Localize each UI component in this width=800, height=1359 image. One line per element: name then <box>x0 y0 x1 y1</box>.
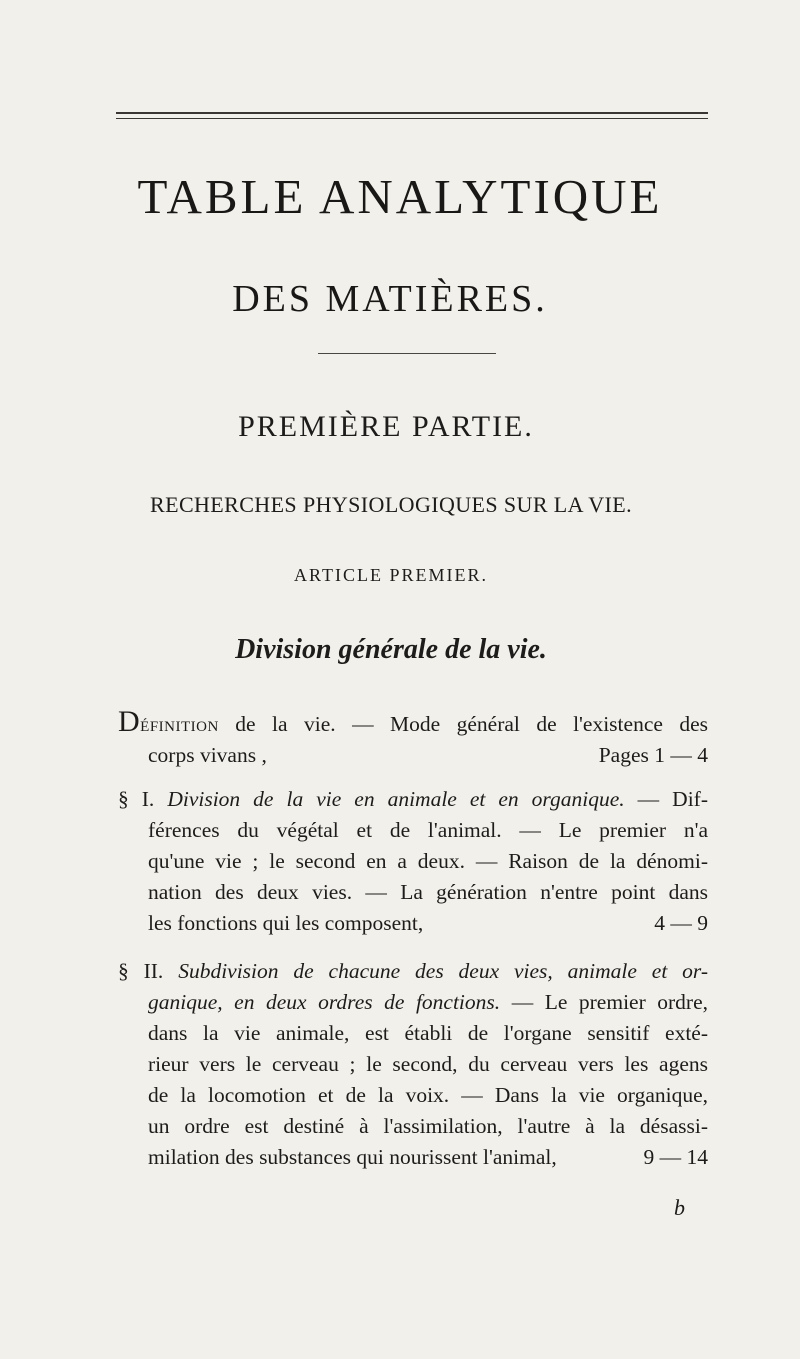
article-heading: ARTICLE PREMIER. <box>294 565 488 585</box>
page-reference: 9 — 14 <box>643 1145 708 1169</box>
entry-section-1 <box>118 784 708 939</box>
section-title: Division de la vie en animale et en organique. <box>167 787 625 811</box>
entry-text: milation des substances qui nourissent l'animal, <box>148 1145 557 1169</box>
entry-line: de la locomotion et de la voix. — Dans la vie organique, <box>148 1083 708 1107</box>
entry-line: dans la vie animale, est établi de l'organe sensitif exté- <box>148 1021 708 1045</box>
entry-line <box>118 908 708 939</box>
entry-text: — Dif- <box>637 787 709 811</box>
entry-text: corps vivans , <box>148 743 267 767</box>
entry-text: — Le premier ordre, <box>511 990 709 1014</box>
entry-line <box>118 1142 708 1173</box>
top-rule-thin <box>116 118 708 119</box>
part-subject-heading: RECHERCHES PHYSIOLOGIQUES SUR LA VIE. <box>150 492 632 517</box>
section-title: Subdivision de chacune des deux vies, animale et or- <box>178 959 709 983</box>
section-mark: § I. <box>118 787 155 811</box>
page-title: TABLE ANALYTIQUE <box>137 169 663 224</box>
entry-line: un ordre est destiné à l'assimilation, l'autre à la désassi- <box>148 1114 708 1138</box>
entry-section-2 <box>118 956 708 1173</box>
top-rule-thick <box>116 112 708 114</box>
entry-line: rieur vers le cerveau ; le second, du cerveau vers les agens <box>148 1052 708 1076</box>
entry-line <box>118 784 708 815</box>
entry-text: les fonctions qui les composent, <box>148 911 424 935</box>
section-mark: § II. <box>118 959 164 983</box>
entry-line: férences du végétal et de l'animal. — Le premier n'a <box>148 818 708 842</box>
section-title: ganique, en deux ordres de fonctions. <box>148 990 501 1014</box>
page-reference: 4 — 9 <box>654 911 708 935</box>
entry-line <box>118 956 708 987</box>
division-heading: Division générale de la vie. <box>235 634 547 665</box>
section-rule <box>318 353 496 354</box>
entry-line <box>118 706 708 740</box>
entry-line <box>118 740 708 771</box>
part-heading: PREMIÈRE PARTIE. <box>238 410 534 443</box>
page-reference: Pages 1 — 4 <box>598 743 708 767</box>
entry-line: qu'une vie ; le second en a deux. — Raison de la dénomi- <box>148 849 708 873</box>
entry-line <box>118 987 708 1018</box>
entry-text: de la vie. — Mode général de l'existence des <box>235 712 709 736</box>
entry-definition <box>118 706 708 771</box>
signature-mark: b <box>674 1195 685 1220</box>
entry-label: Définition <box>118 705 219 738</box>
entry-line: nation des deux vies. — La génération n'entre point dans <box>148 880 708 904</box>
page-subtitle: DES MATIÈRES. <box>232 278 548 320</box>
